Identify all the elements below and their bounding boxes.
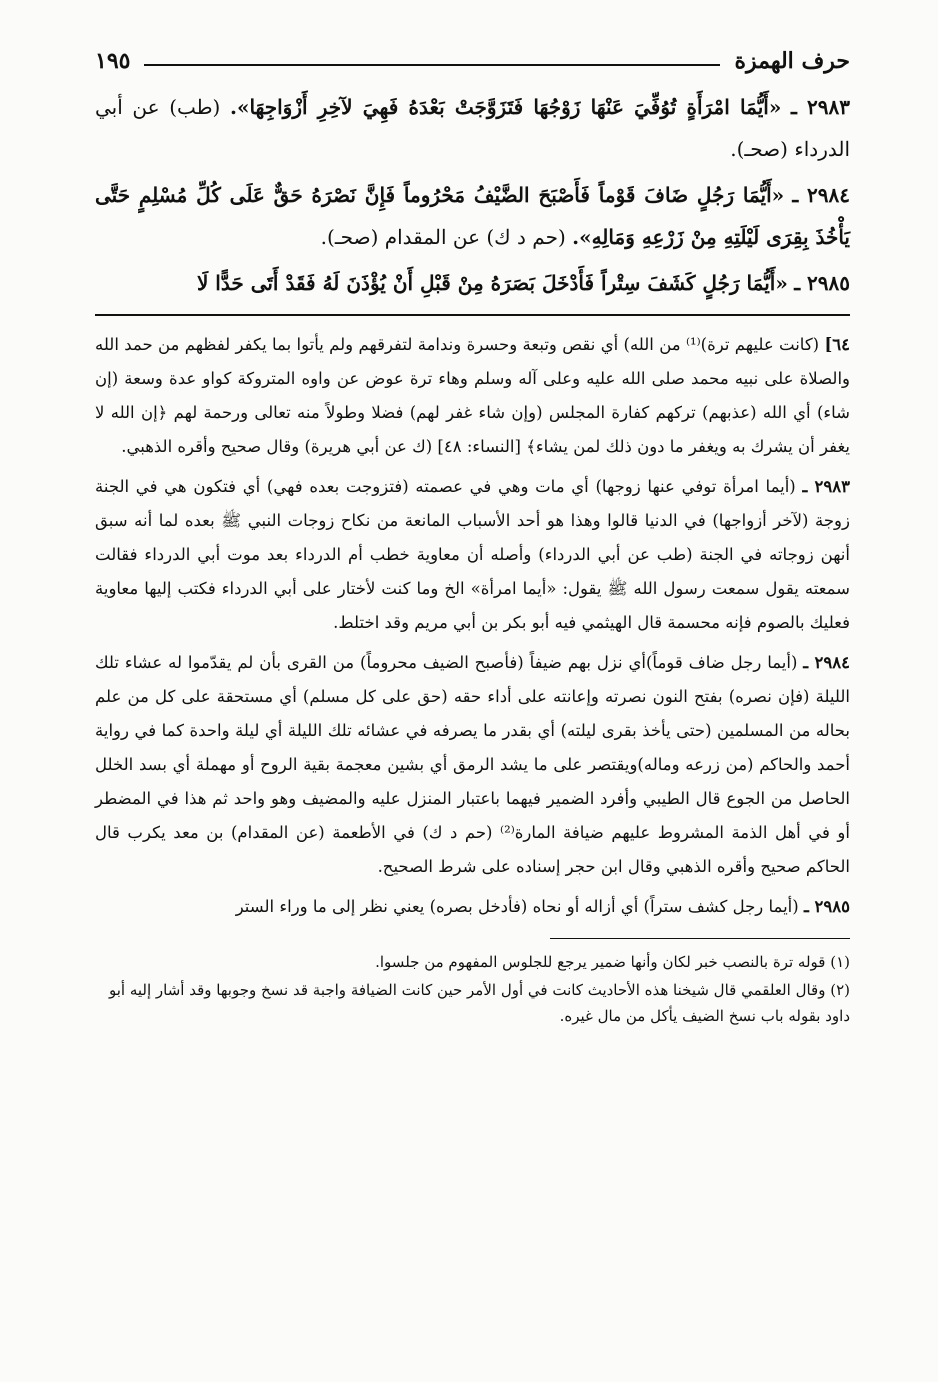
footnote-2: (٢) وقال العلقمي قال شيخنا هذه الأحاديث كانت في أول الأمر حين كانت الضيافة واجبة قد نسخ وجوبها وقد أشار إليه أبو داود بقوله باب نسخ الضيف يأكل من مال غيره. (108, 981, 850, 1025)
commentary-number: ٢٩٨٥ ـ (803, 897, 850, 916)
commentary-2984 (95, 646, 850, 884)
commentary-section (95, 328, 850, 924)
footnote-divider (550, 938, 850, 939)
hadith-text: «أَيُّمَا رَجُلٍ كَشَفَ سِتْراً فَأَدْخَلَ بَصَرَهُ مِنْ قَبْلِ أَنْ يُؤْذَنَ لَهُ فَقَدْ أَتَى حَدًّا لَا (196, 271, 788, 295)
commentary-2985 (95, 890, 850, 924)
hadith-source: (حم د ك) عن المقدام (صحـ). (320, 225, 566, 249)
hadith-number: ٢٩٨٤ ـ (792, 183, 850, 207)
header-rule (144, 64, 720, 66)
footnotes (95, 949, 850, 1029)
hadith-source: (طب) عن أبي الدرداء (صحـ). (95, 95, 850, 161)
footnote-1: (١) قوله ترة بالنصب خبر لكان وأنها ضمير يرجع للجلوس المفهوم من جلسوا. (375, 953, 850, 971)
hadith-text: «أَيُّمَا امْرَأَةٍ تُوُفِّيَ عَنْهَا زَوْجُهَا فَتَزَوَّجَتْ بَعْدَهُ فَهِيَ لآخِرِ أَزْوَاجِهَا». (229, 95, 782, 119)
hadith-2983 (95, 86, 850, 170)
commentary-text: (أيما رجل ضاف قوماً)أي نزل بهم ضيفاً (فأصبح الضيف محروماً) من القرى بأن لم يقدّموا له عشاء تلك الليلة (فإن نصره) بفتح النون نصرته وإعانته على أداء حقه (حق على كل مسلم) أي مستحقة على كل من علم بحاله من المسلمين (حتى يأخذ بقرى ليلته) أي بقدر ما يصرفه في عشائه تلك الليلة أي ليلة واحدة كما في رواية أحمد والحاكم (من زرعه وماله)ويقتصر على ما يشد الرمق أي بشين معجمة بقية الروح أو مهملة أي بسد الخلل الحاصل من الجوع قال الطيبي وأفرد الضمير فيهما باعتبار المنزل عليه والمضيف وهو واحد ثم هذا في المضطر أو في أهل الذمة المشروط عليهم ضيافة المارة⁽²⁾ (حم د ك) في الأطعمة (عن المقدام) بن معد يكرب قال الحاكم صحيح وأقره الذهبي وقال ابن حجر إسناده على شرط الصحيح. (95, 653, 850, 876)
hadith-2985 (95, 262, 850, 304)
hadith-section (95, 86, 850, 304)
hadith-number: ٢٩٨٥ ـ (794, 271, 850, 295)
book-page (95, 40, 850, 1340)
hadith-text: «أَيُّمَا رَجُلٍ ضَافَ قَوْماً فَأَصْبَحَ الضَّيْفُ مَحْرُوماً فَإِنَّ نَصْرَهُ حَقٌّ عَلَى كُلِّ مُسْلِمٍ حَتَّى يَأْخُذَ بِقِرَى لَيْلَتِهِ مِنْ زَرْعِهِ وَمَالِهِ». (95, 183, 850, 249)
commentary-2983 (95, 470, 850, 640)
page-header (95, 40, 850, 82)
chapter-title: حرف الهمزة (734, 48, 850, 74)
commentary-number: ٢٩٨٣ ـ (802, 477, 850, 496)
commentary-text: (كانت عليهم ترة)⁽¹⁾ من الله) أي نقص وتبعة وحسرة وندامة لتفرقهم ولم يأتوا بما يكفر لفظهم من حمد الله والصلاة على نبيه محمد صلى الله عليه وعلى آله وسلم وهاء ترة عوض عن واوه المتروكة كواو عدة وسعة (إن شاء) أي الله (عذبهم) تركهم كفارة المجلس (وإن شاء غفر لهم) فضلا وطولاً منه تعالى ورحمة لهم ﴿إن الله لا يغفر أن يشرك به ويغفر ما دون ذلك لمن يشاء﴾ [النساء: ٤٨] (ك عن أبي هريرة) وقال صحيح وأقره الذهبي. (95, 335, 850, 456)
hadith-number: ٢٩٨٣ ـ (790, 95, 851, 119)
page-number: ١٩٥ (95, 48, 131, 74)
commentary-64 (95, 328, 850, 464)
section-divider (95, 314, 850, 316)
commentary-text: (أيما امرأة توفي عنها زوجها) أي مات وهي في عصمته (فتزوجت بعده فهي) أي فتكون هي في الجنة زوجة (لآخر أزواجها) في الدنيا قالوا وهذا هو أحد الأسباب المانعة من نكاح زوجات النبي ﷺ بعده لما أنه سبق أنهن زوجاته في الجنة (طب عن أبي الدرداء) وأصله أن معاوية خطب أم الدرداء بعد موت أبي الدرداء فقالت سمعته يقول سمعت رسول الله ﷺ يقول: «أيما امرأة» الخ وما كنت لأختار على أبي الدرداء فكتب إليها معاوية فعليك بالصوم فإنه محسمة قال الهيثمي فيه أبو بكر بن أبي مريم وقد اختلط. (95, 477, 850, 632)
hadith-2984 (95, 174, 850, 258)
commentary-text: (أيما رجل كشف ستراً) أي أزاله أو نحاه (فأدخل بصره) يعني نظر إلى ما وراء الستر (235, 897, 799, 916)
commentary-number: ٦٤] (824, 335, 850, 354)
commentary-number: ٢٩٨٤ ـ (803, 653, 850, 672)
